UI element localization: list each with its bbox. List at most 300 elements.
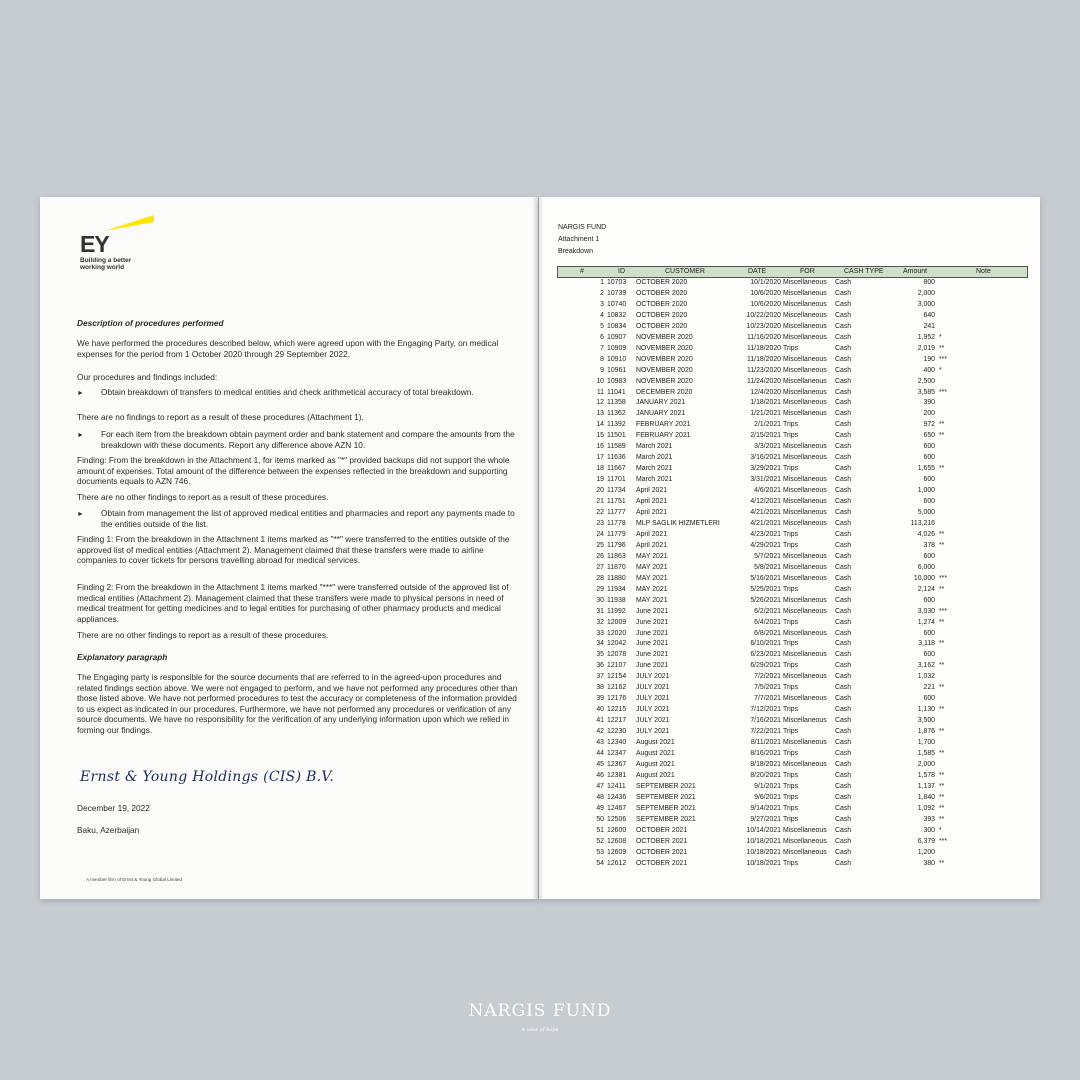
row-id: 12506: [607, 815, 627, 823]
row-amount: 972: [923, 421, 935, 429]
table-row: [557, 541, 1028, 552]
row-customer: NOVEMBER 2020: [636, 344, 693, 352]
row-cash-type: Cash: [835, 519, 852, 527]
row-id: 11636: [607, 454, 626, 462]
row-for: Trips: [783, 771, 799, 779]
row-number: 32: [596, 618, 604, 626]
row-date: 7/7/2021: [754, 695, 781, 703]
row-number: 8: [600, 355, 604, 363]
row-date: 9/14/2021: [750, 804, 781, 812]
row-customer: MLP SAGLIK HIZMETLERI: [636, 519, 720, 527]
row-note: **: [939, 728, 945, 736]
row-customer: MAY 2021: [636, 574, 668, 582]
row-for: Miscellaneous: [783, 366, 827, 374]
row-for: Miscellaneous: [783, 377, 827, 385]
row-note: **: [939, 771, 945, 779]
row-amount: 400: [923, 366, 935, 374]
row-number: 51: [596, 826, 604, 834]
row-cash-type: Cash: [835, 410, 852, 418]
row-customer: OCTOBER 2020: [636, 289, 688, 297]
row-for: Trips: [783, 585, 799, 593]
row-for: Trips: [783, 541, 799, 549]
row-date: 3/29/2021: [750, 465, 781, 473]
row-customer: MAY 2021: [636, 563, 668, 571]
row-number: 54: [596, 859, 604, 867]
row-date: 5/8/2021: [754, 563, 781, 571]
row-note: **: [939, 421, 945, 429]
row-amount: 1,655: [917, 465, 935, 473]
report-page-left: [40, 197, 538, 899]
row-for: Trips: [783, 344, 799, 352]
ey-logo-mark: EY: [80, 231, 109, 257]
procedure-bullet-3: Obtain from management the list of approved medical entities and pharmacies and report any payments made to the entities outside of the list.: [101, 508, 515, 529]
row-id: 10907: [607, 333, 627, 341]
row-for: Miscellaneous: [783, 596, 827, 604]
row-number: 39: [596, 695, 604, 703]
ey-logo-tagline: Building a better working world: [80, 257, 132, 271]
no-findings-2: There are no other findings to report as a result of these procedures.: [77, 492, 329, 502]
row-id: 11779: [607, 530, 626, 538]
row-for: Miscellaneous: [783, 739, 827, 747]
footnote: A member firm of Ernst & Young Global Limited: [86, 877, 183, 882]
row-amount: 600: [923, 651, 935, 659]
table-row: [557, 585, 1028, 596]
row-customer: JULY 2021: [636, 684, 670, 692]
table-row: [557, 453, 1028, 464]
table-row: [557, 793, 1028, 804]
row-id: 12340: [607, 739, 627, 747]
row-note: **: [939, 432, 945, 440]
row-cash-type: Cash: [835, 530, 852, 538]
row-number: 2: [600, 289, 604, 297]
row-customer: June 2021: [636, 651, 669, 659]
table-row: [557, 716, 1028, 727]
row-customer: OCTOBER 2021: [636, 837, 688, 845]
table-row: [557, 738, 1028, 749]
row-number: 48: [596, 793, 604, 801]
table-row: [557, 705, 1028, 716]
row-date: 6/23/2021: [750, 651, 781, 659]
row-id: 11589: [607, 443, 626, 451]
row-customer: August 2021: [636, 749, 675, 757]
row-amount: 1,840: [917, 793, 935, 801]
row-date: 4/12/2021: [750, 498, 781, 506]
row-id: 11934: [607, 585, 626, 593]
row-id: 12612: [607, 859, 627, 867]
row-id: 12436: [607, 793, 627, 801]
row-amount: 200: [923, 410, 935, 418]
row-date: 9/6/2021: [754, 793, 781, 801]
table-row: [557, 398, 1028, 409]
row-number: 22: [596, 509, 604, 517]
ey-beam-icon: [104, 215, 154, 235]
row-date: 10/22/2020: [746, 311, 781, 319]
table-row: [557, 563, 1028, 574]
row-amount: 600: [923, 443, 935, 451]
finding-1: Finding 1: From the breakdown in the Attachment 1 items marked as "**" were transferred to the entities outside of the approved list of medical entities (Attachment 2). Management claimed that these transfers were made to airline companies to cover tickets for persons travelling abroad for medical services.: [77, 534, 510, 565]
row-number: 50: [596, 815, 604, 823]
row-customer: April 2021: [636, 541, 668, 549]
row-customer: OCTOBER 2021: [636, 826, 688, 834]
table-row: [557, 826, 1028, 837]
row-customer: OCTOBER 2020: [636, 311, 688, 319]
row-for: Miscellaneous: [783, 552, 827, 560]
row-cash-type: Cash: [835, 848, 852, 856]
row-cash-type: Cash: [835, 311, 852, 319]
row-cash-type: Cash: [835, 388, 852, 396]
row-cash-type: Cash: [835, 366, 852, 374]
row-number: 41: [596, 717, 604, 725]
row-number: 1: [600, 279, 604, 286]
org-name: NARGIS FUND: [558, 224, 607, 231]
row-id: 12009: [607, 618, 627, 626]
row-for: Miscellaneous: [783, 476, 827, 484]
row-customer: April 2021: [636, 530, 668, 538]
row-amount: 1,952: [917, 333, 935, 341]
breakdown-label: Breakdown: [558, 248, 594, 255]
row-id: 11796: [607, 541, 626, 549]
row-id: 11992: [607, 607, 626, 615]
table-row: [557, 497, 1028, 508]
row-for: Miscellaneous: [783, 848, 827, 856]
row-date: 3/31/2021: [750, 476, 781, 484]
table-row: [557, 355, 1028, 366]
row-cash-type: Cash: [835, 837, 852, 845]
row-amount: 380: [923, 859, 935, 867]
row-date: 4/23/2021: [750, 530, 781, 538]
row-cash-type: Cash: [835, 574, 852, 582]
row-number: 5: [600, 322, 604, 330]
row-for: Miscellaneous: [783, 333, 827, 341]
row-for: Miscellaneous: [783, 355, 827, 363]
row-note: **: [939, 465, 945, 473]
table-row: [557, 672, 1028, 683]
row-for: Trips: [783, 782, 799, 790]
row-id: 10832: [607, 311, 627, 319]
row-customer: April 2021: [636, 498, 668, 506]
row-number: 36: [596, 662, 604, 670]
row-date: 8/20/2021: [750, 771, 781, 779]
table-header: [557, 266, 1028, 278]
row-date: 7/2/2021: [754, 673, 781, 681]
row-id: 11041: [607, 388, 626, 396]
row-number: 23: [596, 519, 604, 527]
row-cash-type: Cash: [835, 399, 852, 407]
row-note: **: [939, 585, 945, 593]
row-id: 10740: [607, 300, 627, 308]
row-cash-type: Cash: [835, 465, 852, 473]
bullet-arrow-icon: ►: [77, 511, 84, 518]
row-customer: MAY 2021: [636, 585, 668, 593]
table-row: [557, 574, 1028, 585]
row-date: 2/1/2021: [754, 421, 781, 429]
procedure-bullet-1: Obtain breakdown of transfers to medical entities and check arithmetical accuracy of total breakdown.: [101, 387, 474, 397]
row-cash-type: Cash: [835, 695, 852, 703]
row-note: **: [939, 530, 945, 538]
table-row: [557, 629, 1028, 640]
table-row: [557, 694, 1028, 705]
row-note: *: [939, 333, 942, 341]
row-date: 4/21/2021: [750, 519, 781, 527]
row-date: 11/24/2020: [747, 377, 781, 385]
row-cash-type: Cash: [835, 782, 852, 790]
row-for: Trips: [783, 640, 799, 648]
row-amount: 378: [923, 541, 935, 549]
report-location: Baku, Azerbaijan: [77, 825, 140, 835]
row-cash-type: Cash: [835, 662, 852, 670]
row-date: 11/18/2020: [747, 344, 781, 352]
row-for: Miscellaneous: [783, 388, 827, 396]
no-findings-1: There are no findings to report as a result of these procedures (Attachment 1).: [77, 412, 364, 422]
signature: Ernst & Young Holdings (CIS) B.V.: [80, 769, 335, 785]
row-note: **: [939, 541, 945, 549]
row-date: 7/5/2021: [754, 684, 781, 692]
row-date: 3/16/2021: [750, 454, 781, 462]
row-date: 6/2/2021: [754, 607, 781, 615]
table-row: [557, 333, 1028, 344]
row-amount: 1,876: [917, 728, 935, 736]
row-customer: JULY 2021: [636, 695, 670, 703]
row-note: **: [939, 640, 945, 648]
table-row: [557, 431, 1028, 442]
row-number: 16: [596, 443, 604, 451]
table-row: [557, 650, 1028, 661]
table-row: [557, 442, 1028, 453]
row-cash-type: Cash: [835, 476, 852, 484]
row-date: 5/25/2021: [750, 585, 781, 593]
row-for: Trips: [783, 421, 799, 429]
row-number: 42: [596, 728, 604, 736]
table-row: [557, 760, 1028, 771]
table-row: [557, 366, 1028, 377]
table-row: [557, 804, 1028, 815]
row-date: 6/10/2021: [750, 640, 781, 648]
row-note: **: [939, 662, 945, 670]
row-number: 7: [600, 344, 604, 352]
row-id: 10961: [607, 366, 627, 374]
row-for: Trips: [783, 728, 799, 736]
row-for: Miscellaneous: [783, 607, 827, 615]
col-header-cash-type: CASH TYPE: [844, 268, 884, 275]
ey-logo: [80, 213, 170, 275]
row-amount: 241: [923, 322, 935, 330]
row-id: 10910: [607, 355, 627, 363]
row-number: 10: [596, 377, 604, 385]
row-number: 19: [596, 476, 604, 484]
row-number: 30: [596, 596, 604, 604]
row-note: **: [939, 684, 945, 692]
row-number: 18: [596, 465, 604, 473]
row-customer: SEPTEMBER 2021: [636, 793, 696, 801]
row-number: 40: [596, 706, 604, 714]
row-cash-type: Cash: [835, 279, 852, 286]
row-customer: FEBRUARY 2021: [636, 432, 691, 440]
row-date: 4/6/2021: [754, 487, 781, 495]
row-amount: 390: [923, 399, 935, 407]
row-number: 33: [596, 629, 604, 637]
row-customer: NOVEMBER 2020: [636, 377, 693, 385]
row-date: 10/18/2021: [746, 837, 781, 845]
row-amount: 600: [923, 552, 935, 560]
row-for: Miscellaneous: [783, 717, 827, 725]
row-amount: 221: [923, 684, 935, 692]
row-id: 12347: [607, 749, 627, 757]
row-cash-type: Cash: [835, 552, 852, 560]
row-id: 12107: [607, 662, 627, 670]
col-header-id: ID: [618, 268, 625, 275]
row-cash-type: Cash: [835, 793, 852, 801]
row-number: 53: [596, 848, 604, 856]
row-id: 11358: [607, 399, 626, 407]
row-cash-type: Cash: [835, 739, 852, 747]
row-customer: DECEMBER 2020: [636, 388, 693, 396]
col-header-note: Note: [976, 268, 991, 275]
row-customer: June 2021: [636, 607, 669, 615]
row-id: 12217: [607, 717, 627, 725]
row-date: 7/12/2021: [750, 706, 781, 714]
row-amount: 2,124: [917, 585, 935, 593]
table-row: [557, 618, 1028, 629]
row-amount: 3,118: [918, 640, 935, 648]
row-number: 14: [596, 421, 604, 429]
row-id: 12215: [607, 706, 627, 714]
row-for: Miscellaneous: [783, 760, 827, 768]
row-for: Miscellaneous: [783, 509, 827, 517]
row-id: 11870: [607, 563, 626, 571]
row-for: Trips: [783, 465, 799, 473]
row-for: Trips: [783, 618, 799, 626]
row-for: Miscellaneous: [783, 673, 827, 681]
row-for: Trips: [783, 706, 799, 714]
row-customer: June 2021: [636, 618, 669, 626]
row-number: 44: [596, 749, 604, 757]
row-cash-type: Cash: [835, 596, 852, 604]
table-row: [557, 848, 1028, 859]
row-amount: 1,130: [917, 706, 935, 714]
row-customer: March 2021: [636, 476, 673, 484]
row-customer: June 2021: [636, 662, 669, 670]
row-note: **: [939, 618, 945, 626]
row-id: 12608: [607, 837, 627, 845]
row-customer: NOVEMBER 2020: [636, 333, 693, 341]
row-id: 10983: [607, 377, 627, 385]
row-customer: MAY 2021: [636, 552, 668, 560]
row-date: 5/26/2021: [750, 596, 781, 604]
table-row: [557, 837, 1028, 848]
row-cash-type: Cash: [835, 673, 852, 681]
row-cash-type: Cash: [835, 289, 852, 297]
table-row: [557, 486, 1028, 497]
table-row: [557, 661, 1028, 672]
col-header-for: FOR: [800, 268, 815, 275]
table-row: [557, 596, 1028, 607]
table-row: [557, 782, 1028, 793]
row-cash-type: Cash: [835, 629, 852, 637]
row-number: 13: [596, 410, 604, 418]
row-id: 11362: [607, 410, 626, 418]
row-id: 12609: [607, 848, 627, 856]
row-amount: 4,026: [917, 530, 935, 538]
row-for: Miscellaneous: [783, 826, 827, 834]
table-row: [557, 420, 1028, 431]
row-date: 4/21/2021: [750, 509, 781, 517]
row-for: Miscellaneous: [783, 300, 827, 308]
row-number: 20: [596, 487, 604, 495]
row-id: 10703: [607, 279, 627, 286]
row-id: 11501: [607, 432, 626, 440]
row-note: **: [939, 782, 945, 790]
row-cash-type: Cash: [835, 749, 852, 757]
row-date: 7/16/2021: [750, 717, 781, 725]
table-row: [557, 552, 1028, 563]
row-number: 15: [596, 432, 604, 440]
row-note: **: [939, 804, 945, 812]
table-row: [557, 464, 1028, 475]
row-for: Trips: [783, 432, 799, 440]
row-customer: OCTOBER 2021: [636, 848, 688, 856]
row-number: 52: [596, 837, 604, 845]
row-number: 27: [596, 563, 604, 571]
table-row: [557, 815, 1028, 826]
row-cash-type: Cash: [835, 454, 852, 462]
row-note: **: [939, 815, 945, 823]
row-id: 11751: [607, 498, 626, 506]
row-number: 25: [596, 541, 604, 549]
row-for: Miscellaneous: [783, 498, 827, 506]
row-customer: OCTOBER 2020: [636, 300, 688, 308]
row-date: 1/21/2021: [750, 410, 781, 418]
row-amount: 2,000: [917, 289, 935, 297]
row-amount: 600: [923, 596, 935, 604]
table-row: [557, 344, 1028, 355]
row-amount: 1,200: [917, 848, 935, 856]
row-number: 17: [596, 454, 604, 462]
row-id: 12176: [607, 695, 627, 703]
row-number: 28: [596, 574, 604, 582]
row-number: 35: [596, 651, 604, 659]
row-customer: JULY 2021: [636, 706, 670, 714]
row-id: 12381: [607, 771, 627, 779]
row-customer: SEPTEMBER 2021: [636, 804, 696, 812]
col-header-customer: CUSTOMER: [665, 268, 705, 275]
row-cash-type: Cash: [835, 443, 852, 451]
row-customer: August 2021: [636, 739, 675, 747]
row-for: Miscellaneous: [783, 454, 827, 462]
no-findings-3: There are no other findings to report as a result of these procedures.: [77, 630, 329, 640]
row-note: ***: [939, 355, 948, 363]
row-cash-type: Cash: [835, 300, 852, 308]
row-id: 12367: [607, 760, 627, 768]
row-customer: JULY 2021: [636, 728, 670, 736]
row-id: 10909: [607, 344, 627, 352]
table-row: [557, 300, 1028, 311]
row-amount: 600: [923, 498, 935, 506]
row-date: 10/6/2020: [750, 300, 781, 308]
row-date: 9/1/2021: [754, 782, 781, 790]
row-id: 11880: [607, 574, 626, 582]
row-amount: 1,578: [917, 771, 935, 779]
row-cash-type: Cash: [835, 344, 852, 352]
procedures-intro: Our procedures and findings included:: [77, 372, 218, 382]
row-id: 10739: [607, 289, 627, 297]
row-amount: 3,000: [917, 300, 935, 308]
table-row: [557, 519, 1028, 530]
row-number: 11: [596, 388, 604, 396]
row-customer: SEPTEMBER 2021: [636, 782, 696, 790]
row-amount: 6,379: [917, 837, 935, 845]
row-for: Miscellaneous: [783, 487, 827, 495]
row-date: 6/8/2021: [754, 629, 781, 637]
